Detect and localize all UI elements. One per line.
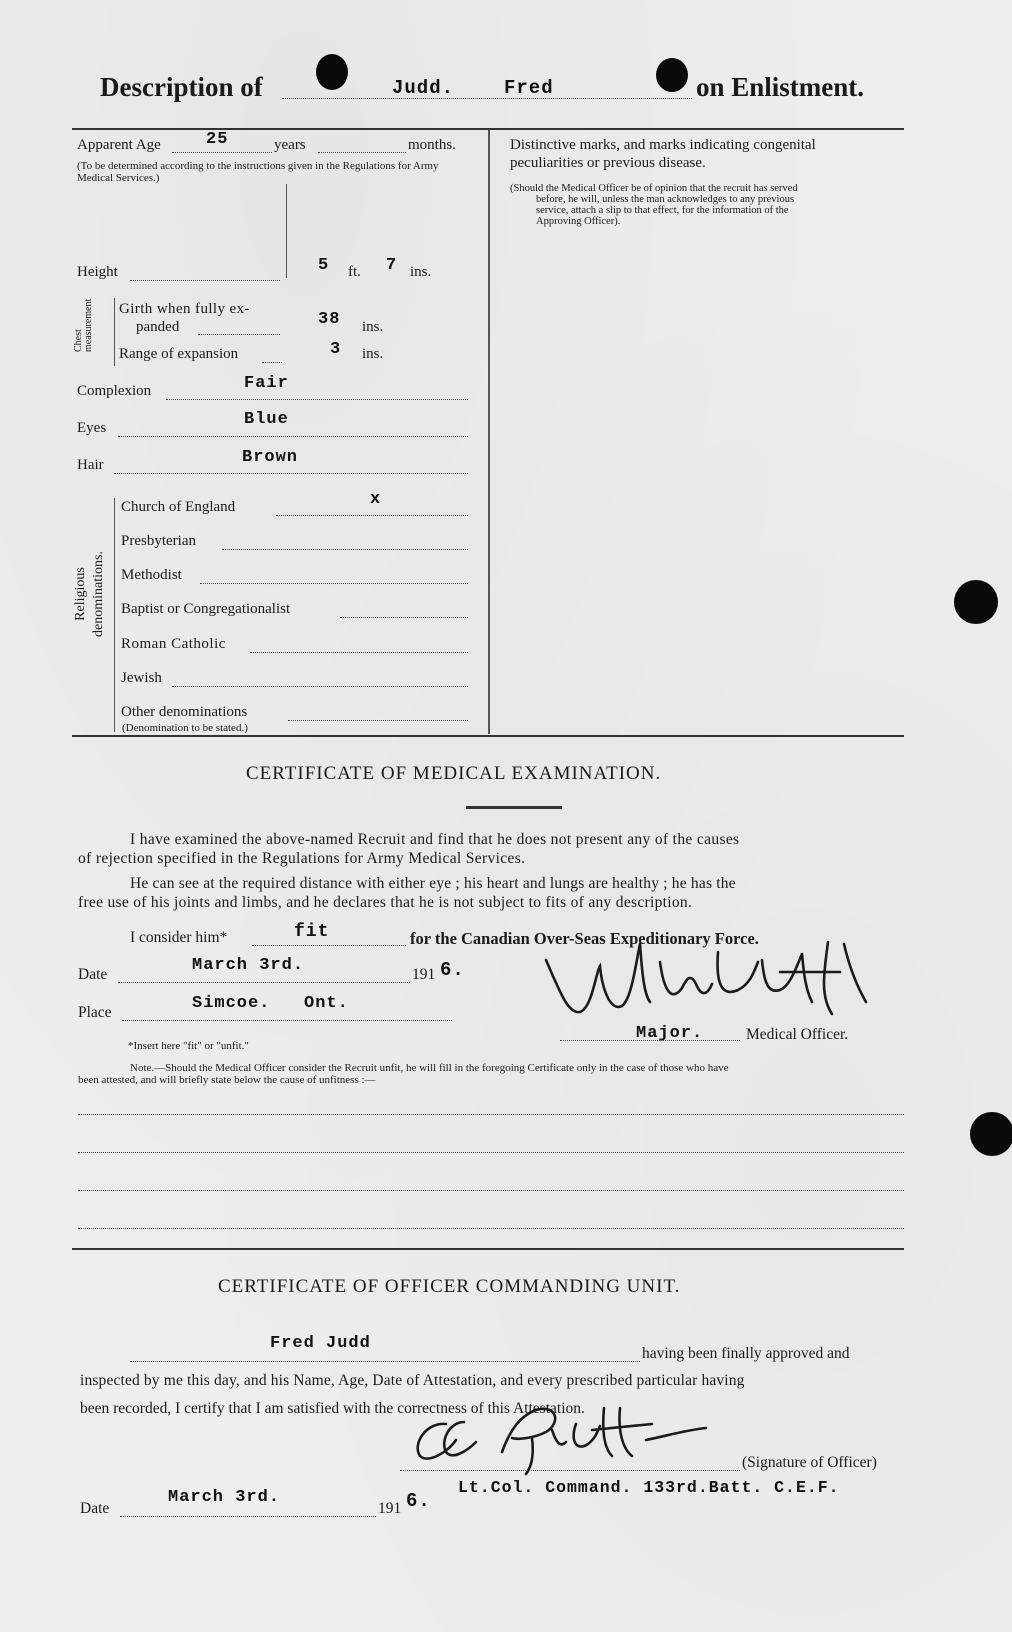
place-value: Simcoe. Ont. bbox=[192, 994, 349, 1013]
force-label-text: for the Canadian Over-Seas Expeditionary Force. bbox=[410, 929, 759, 948]
religion-side-label bbox=[72, 524, 108, 664]
commanding-rank-value: Lt.Col. Command. 133rd.Batt. C.E.F. bbox=[458, 1478, 840, 1497]
officer-dots bbox=[560, 1040, 740, 1041]
expansion-value: 3 bbox=[330, 340, 342, 359]
hair-dots bbox=[114, 473, 468, 474]
religion-dots-2 bbox=[200, 583, 468, 584]
months-dots bbox=[318, 152, 406, 153]
religion-item: Jewish bbox=[121, 670, 162, 686]
medical-title-rule bbox=[466, 806, 562, 809]
marks-note-4: Approving Officer). bbox=[536, 216, 621, 227]
header-title-left: Description of bbox=[100, 72, 263, 102]
marks-note-3: service, attach a slip to that effect, for the information of the bbox=[536, 205, 789, 216]
height-dots bbox=[130, 280, 280, 281]
religion-mark-church-of-england: x bbox=[370, 490, 382, 509]
girth-label-2: panded bbox=[136, 319, 180, 335]
header-given-name: Fred bbox=[504, 77, 554, 99]
age-box-rule bbox=[286, 184, 287, 278]
girth-value: 38 bbox=[318, 310, 341, 329]
insert-note: *Insert here "fit" or "unfit." bbox=[128, 1040, 249, 1052]
signature-dots bbox=[400, 1470, 740, 1471]
punch-hole-top-left bbox=[316, 54, 348, 90]
medical-officer-signature bbox=[540, 932, 870, 1032]
marks-heading-2: peculiarities or previous disease. bbox=[510, 155, 706, 171]
column-divider bbox=[488, 130, 490, 734]
religion-side-label-1: Religious bbox=[73, 567, 88, 621]
years-label: years bbox=[274, 137, 306, 153]
medical-rank-value: Major. bbox=[636, 1024, 704, 1043]
expansion-dots bbox=[262, 362, 282, 363]
age-label: Apparent Age bbox=[77, 137, 161, 153]
complexion-value: Fair bbox=[244, 374, 289, 393]
consider-dots bbox=[252, 945, 406, 946]
place-dots bbox=[122, 1020, 452, 1021]
commanding-name-dots bbox=[130, 1361, 640, 1362]
medical-note-line1: Note.—Should the Medical Officer consider the Recruit unfit, he will fill in the foregoing Certificate only in the case of those who have bbox=[130, 1062, 729, 1074]
medical-para2-line2: free use of his joints and limbs, and he declares that he is not subject to fits of any description. bbox=[78, 894, 693, 911]
ft-label: ft. bbox=[348, 264, 361, 280]
commanding-year-digit: 6. bbox=[406, 1490, 431, 1512]
age-dots bbox=[172, 152, 272, 153]
commanding-line3: been recorded, I certify that I am satisfied with the correctness of this Attestation. bbox=[80, 1400, 585, 1417]
religion-dots-6 bbox=[288, 720, 468, 721]
unfitness-line-2 bbox=[78, 1152, 904, 1153]
punch-hole-top-right bbox=[656, 58, 688, 92]
medical-para1-line2: of rejection specified in the Regulations for Army Medical Services. bbox=[78, 850, 526, 867]
age-value: 25 bbox=[206, 130, 229, 149]
marks-note-1: (Should the Medical Officer be of opinion that the recruit has served bbox=[510, 183, 798, 194]
height-in-value: 7 bbox=[386, 256, 398, 275]
medical-para1-line1: I have examined the above-named Recruit and find that he does not present any of the causes bbox=[130, 831, 740, 848]
signature-label: (Signature of Officer) bbox=[742, 1454, 877, 1471]
expansion-label: Range of expansion bbox=[119, 346, 239, 362]
religion-item: Presbyterian bbox=[121, 533, 196, 549]
age-note bbox=[77, 160, 467, 184]
punch-hole-right-mid bbox=[954, 580, 998, 624]
place-label: Place bbox=[78, 1004, 112, 1021]
height-ft-value: 5 bbox=[318, 256, 330, 275]
medical-bottom-rule bbox=[72, 1248, 904, 1250]
punch-hole-right-low bbox=[970, 1112, 1012, 1156]
marks-note-2: before, he will, unless the man acknowledges to any previous bbox=[536, 194, 795, 205]
complexion-dots bbox=[166, 399, 468, 400]
header-dotted-line bbox=[282, 98, 692, 99]
religion-dots-1 bbox=[222, 549, 468, 550]
unfitness-line-4 bbox=[78, 1228, 904, 1229]
girth-dots bbox=[198, 334, 280, 335]
medical-year-prefix: 191 bbox=[412, 966, 436, 983]
consider-label: I consider him* bbox=[130, 929, 228, 946]
chest-brace bbox=[114, 298, 115, 366]
religion-item: Methodist bbox=[121, 567, 182, 583]
religion-item: Other denominations bbox=[121, 704, 248, 720]
complexion-label: Complexion bbox=[77, 383, 152, 399]
chest-side-label bbox=[74, 292, 94, 352]
medical-officer-label: Medical Officer. bbox=[746, 1026, 849, 1043]
eyes-value: Blue bbox=[244, 410, 289, 429]
religion-dots-4 bbox=[250, 652, 468, 653]
girth-label-1: Girth when fully ex- bbox=[119, 301, 250, 317]
unfitness-line-3 bbox=[78, 1190, 904, 1191]
description-bottom-rule bbox=[72, 735, 904, 737]
eyes-dots bbox=[118, 436, 468, 437]
medical-para2-line1: He can see at the required distance with either eye ; his heart and lungs are healthy ; he has the bbox=[130, 875, 736, 892]
header-surname: Judd. bbox=[392, 77, 455, 99]
medical-title: CERTIFICATE OF MEDICAL EXAMINATION. bbox=[246, 763, 662, 784]
religion-dots-5 bbox=[172, 686, 468, 687]
header-title-right: on Enlistment. bbox=[696, 72, 865, 102]
religion-side-label-2: denominations. bbox=[91, 551, 106, 637]
religion-dots-0 bbox=[276, 515, 468, 516]
commanding-year-prefix: 191 bbox=[378, 1500, 402, 1517]
expansion-unit: ins. bbox=[362, 346, 384, 362]
chest-side-text: Chest measurement bbox=[73, 298, 94, 352]
marks-heading-1: Distinctive marks, and marks indicating congenital bbox=[510, 137, 816, 153]
months-label: months. bbox=[408, 137, 456, 153]
hair-value: Brown bbox=[242, 448, 299, 467]
other-denomination-note: (Denomination to be stated.) bbox=[122, 722, 248, 734]
religion-brace bbox=[114, 498, 115, 732]
height-label: Height bbox=[77, 264, 118, 280]
medical-date-dots bbox=[118, 982, 410, 983]
unfitness-line-1 bbox=[78, 1114, 904, 1115]
commanding-date-dots bbox=[120, 1516, 376, 1517]
religion-dots-3 bbox=[340, 617, 468, 618]
hair-label: Hair bbox=[77, 457, 104, 473]
height-ins-label: ins. bbox=[410, 264, 432, 280]
religion-item: Roman Catholic bbox=[121, 636, 226, 652]
commanding-title: CERTIFICATE OF OFFICER COMMANDING UNIT. bbox=[218, 1276, 681, 1297]
religion-item: Church of England bbox=[121, 499, 236, 515]
medical-year-digit: 6. bbox=[440, 959, 465, 981]
commanding-officer-signature bbox=[406, 1400, 726, 1480]
consider-value: fit bbox=[294, 922, 330, 942]
commanding-name-value: Fred Judd bbox=[270, 1334, 371, 1353]
religion-item: Baptist or Congregationalist bbox=[121, 601, 291, 617]
medical-date-value: March 3rd. bbox=[192, 956, 305, 975]
girth-unit: ins. bbox=[362, 319, 384, 335]
medical-note-line2: been attested, and will briefly state below the cause of unfitness :— bbox=[78, 1074, 376, 1086]
commanding-date-label: Date bbox=[80, 1500, 110, 1517]
age-note-text: (To be determined according to the instructions given in the Regulations for Army Medical Services.) bbox=[77, 160, 439, 184]
medical-date-label: Date bbox=[78, 966, 108, 983]
commanding-line1-end: having been finally approved and bbox=[642, 1345, 850, 1362]
commanding-line2: inspected by me this day, and his Name, Age, Date of Attestation, and every prescribed particular having bbox=[80, 1372, 745, 1389]
eyes-label: Eyes bbox=[77, 420, 107, 436]
commanding-date-value: March 3rd. bbox=[168, 1488, 281, 1507]
